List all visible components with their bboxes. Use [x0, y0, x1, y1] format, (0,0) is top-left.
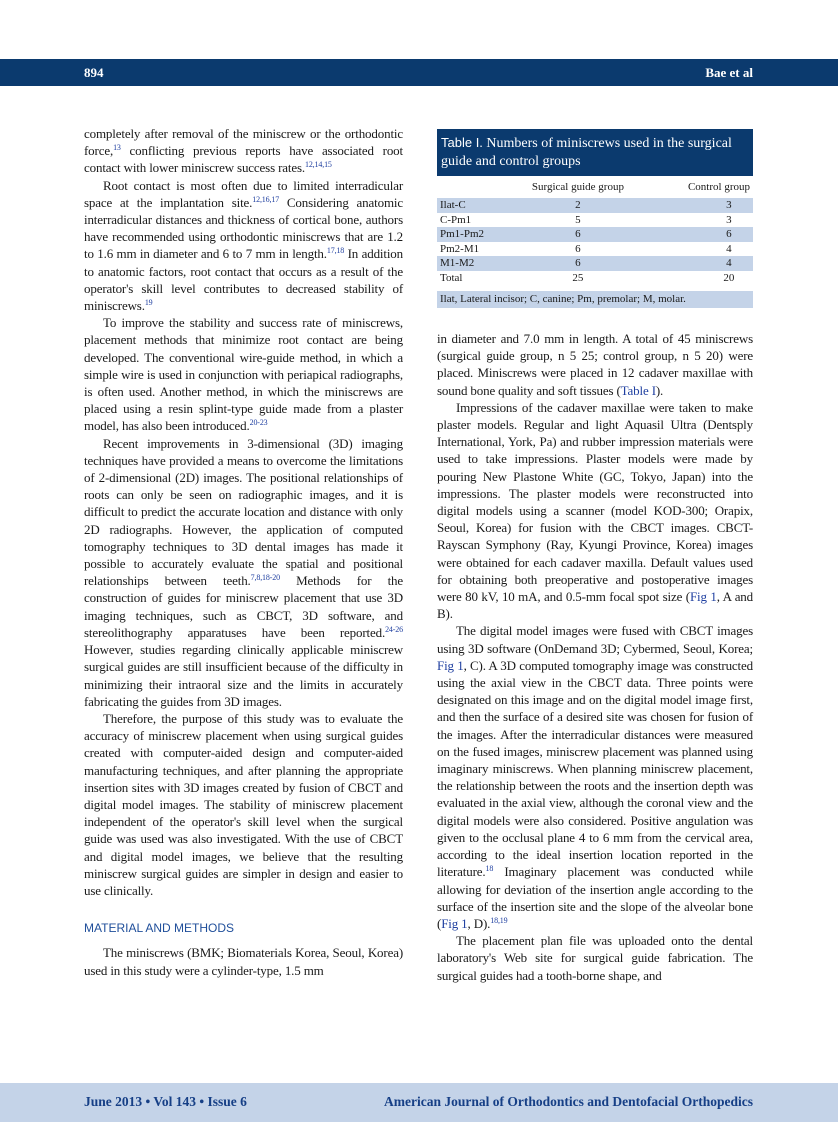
table-cell: Pm1-Pm2 [437, 227, 508, 242]
table-footnote: Ilat, Lateral incisor; C, canine; Pm, premolar; M, molar. [437, 291, 753, 308]
cross-reference-link[interactable]: Fig 1 [689, 589, 717, 605]
table-cell: 2 [508, 198, 648, 213]
cross-reference-link[interactable]: Fig 1 [441, 915, 468, 931]
text-run: Impressions of the cadaver maxillae were taken to make plaster models. Regular and light Aquasil Ultra (Dentsply International, York, Pa) and rubber impression materials were used to take impressions. Plaster models were made by pouring New Plastone White (GC, Tokyo, Japan) into the impressions. The plaster models were reconstructed into digital models using a scanner (model KOD-300; Orapix, Seoul, Korea) for fusion with the CBCT images. CBCT-Rayscan Symphony (Ray, Kyungi Province, Korea) images were obtained for each cadaver maxilla. Default values used for obtaining both preoperative and postoperative images were 80 kV, 10 mA, and 0.5-mm focal spot size ( [437, 399, 753, 605]
citation-superscript[interactable]: 12,16,17 [252, 194, 280, 204]
text-run: However, studies regarding clinically applicable miniscrew surgical guides are still insufficient because of the difficulty in minimizing their intraoral size and the limits in accurately fabricating the guides from 3D images. [84, 642, 403, 709]
text-run: , A and B). [437, 589, 754, 622]
table-cell: Pm2-M1 [440, 242, 480, 255]
table-cell: 6 [508, 256, 648, 271]
table-cell: 25 [572, 271, 584, 284]
table-cell: 20 [723, 271, 735, 284]
text-run: Methods for the construction of guides for miniscrew placement that use 3D imaging techniques, such as CBCT, 3D software, and stereolithography apparatuses have been reported. [84, 573, 404, 640]
text-run: The miniscrews (BMK; Biomaterials Korea, Seoul, Korea) used in this study were a cylinder-type, 1.5 mm [84, 945, 403, 978]
table-cell: 6 [575, 242, 581, 255]
paragraph [84, 944, 403, 978]
text-run: ). [655, 382, 664, 398]
table-cell: Total [440, 271, 463, 284]
text-run: , D). [467, 915, 491, 931]
citation-superscript[interactable]: 7,8,18-20 [250, 573, 280, 583]
citation-superscript[interactable]: 24-26 [385, 624, 403, 634]
table-row [437, 271, 753, 286]
table-row [437, 213, 753, 228]
table-1 [437, 129, 753, 308]
table-row [437, 256, 753, 271]
paragraph [84, 435, 403, 710]
page-footer [0, 1083, 838, 1122]
paragraph [84, 125, 403, 177]
table-cell: 4 [648, 256, 753, 271]
column-header: Surgical guide group [531, 180, 624, 193]
right-column [437, 330, 753, 984]
journal-name: American Journal of Orthodontics and Dentofacial Orthopedics [384, 1094, 753, 1109]
table-cell: Ilat-C [437, 198, 508, 213]
table-caption [437, 129, 753, 176]
text-run: The digital model images were fused with CBCT images using 3D software (OnDemand 3D; Cybermed, Seoul, Korea; [437, 623, 753, 656]
citation-superscript[interactable]: 18 [485, 864, 494, 874]
table-cell: 3 [726, 213, 732, 226]
citation-superscript[interactable]: 12,14,15 [304, 160, 332, 170]
citation-superscript[interactable]: 20-23 [249, 418, 268, 428]
section-heading: MATERIAL AND METHODS [84, 921, 235, 936]
paragraph [84, 710, 403, 899]
issue-info: June 2013 • Vol 143 • Issue 6 [84, 1094, 247, 1109]
text-run: The placement plan file was uploaded onto the dental laboratory's Web site for surgical guide fabrication. The surgical guides had a tooth-borne shape, and [437, 933, 753, 983]
page-number: 894 [84, 65, 104, 80]
citation-superscript[interactable]: 18,19 [490, 915, 508, 925]
text-run: Imaginary placement was conducted while allowing for deviation of the insertion angle according to the surface of the insertion site and the slope of the alveolar bone ( [437, 864, 753, 931]
data-table [437, 176, 753, 285]
table-cell: C-Pm1 [440, 213, 472, 226]
table-cell: 6 [508, 227, 648, 242]
text-run: Root contact is most often due to limited interradicular space at the implantation site. [84, 177, 403, 210]
text-run: Recent improvements in 3-dimensional (3D) imaging techniques have provided a means to overcome the limitations of 2-dimensional (2D) images. The positional relationships of roots can only be seen on radiographic images, and it is difficult to predict the accurate location and distance with only 2D radiographs. However, the application of computed tomography techniques to 3D dental images has made it possible to accurately evaluate the spatial and positional relationships between teeth. [84, 435, 403, 589]
citation-superscript[interactable]: 13 [113, 143, 121, 153]
text-run: In addition to anatomic factors, root contact that occurs as a result of the operator's skill level contributes to decreased stability of miniscrews. [84, 246, 404, 314]
table-cell: 5 [575, 213, 581, 226]
paragraph [437, 330, 753, 399]
column-header: Control group [687, 180, 750, 193]
cross-reference-link[interactable]: Table I [620, 382, 656, 398]
table-row [437, 227, 753, 242]
table-title: Numbers of miniscrews used in the surgical guide and control groups [441, 136, 732, 169]
paragraph [84, 314, 403, 434]
table-cell: 4 [726, 242, 732, 255]
text-run: , C). A 3D computed tomography image was constructed using the axial view in the CBCT data. Three points were designated on this image and on the digital model image first, and then the surface of a desired site was chosen for fusion of the images. After the interradicular distances were measured on the fused images, miniscrew placement was planned using imaginary miniscrews. When planning miniscrew placement, the relationship between the roots and the insertion depth was evaluated in the axial view, although the coronal view and the digital models were also considered. Positive angulation was given to the occlusal plane 4 to 6 mm from the cervical area, according to the ideal insertion location reported in the literature. [437, 657, 753, 880]
column-header [437, 176, 508, 198]
paragraph [84, 177, 403, 315]
table-label: Table I. [441, 135, 483, 150]
table-cell: 6 [648, 227, 753, 242]
paragraph [437, 932, 753, 984]
text-run: completely after removal of the miniscrew or the orthodontic force, [84, 126, 403, 159]
cross-reference-link[interactable]: Fig 1 [437, 657, 464, 673]
table-row [437, 198, 753, 213]
table-row [437, 242, 753, 257]
page-header [0, 59, 838, 86]
table-cell: M1-M2 [437, 256, 508, 271]
paragraph [437, 622, 753, 932]
text-run: To improve the stability and success rate of miniscrews, placement methods that minimize root contact are being developed. The conventional wire-guide method, in which a simple wire is used in conjunction with periapical radiographs, is often used. Another method, in which the miniscrews are placed using a resin splint-type guide made from a plaster model, has also been introduced. [84, 315, 403, 434]
text-run: Therefore, the purpose of this study was to evaluate the accuracy of miniscrew placement when using surgical guides created with computer-aided design and computer-aided manufacturing techniques, and after planning the appropriate insertion sites with 3D images created by fusion of CBCT and digital model images. The stability of miniscrew placement independent of the operator's skill level when the surgical guide was used was also investigated. With the use of CBCT and digital model images, we believe that the resulting miniscrew surgical guides are simpler in design and easier to use clinically. [84, 710, 403, 898]
table-cell: 3 [648, 198, 753, 213]
text-run: Considering anatomic interradicular distances and thickness of cortical bone, authors have recommended using orthodontic miniscrews that are 1.2 to 1.6 mm in diameter and 6 to 7 mm in length. [84, 194, 403, 262]
text-run: in diameter and 7.0 mm in length. A total of 45 miniscrews (surgical guide group, n 5 25; control group, n 5 20) were placed. Miniscrews were placed in 12 cadaver maxillae with sound bone quality and soft tissues ( [437, 331, 753, 398]
running-title: Bae et al [705, 65, 753, 80]
citation-superscript[interactable]: 19 [144, 298, 153, 308]
paragraph [437, 399, 753, 623]
citation-superscript[interactable]: 17,18 [326, 246, 345, 256]
text-run: conflicting previous reports have associated root contact with lower miniscrew success rates. [84, 143, 403, 176]
left-column [84, 125, 403, 979]
